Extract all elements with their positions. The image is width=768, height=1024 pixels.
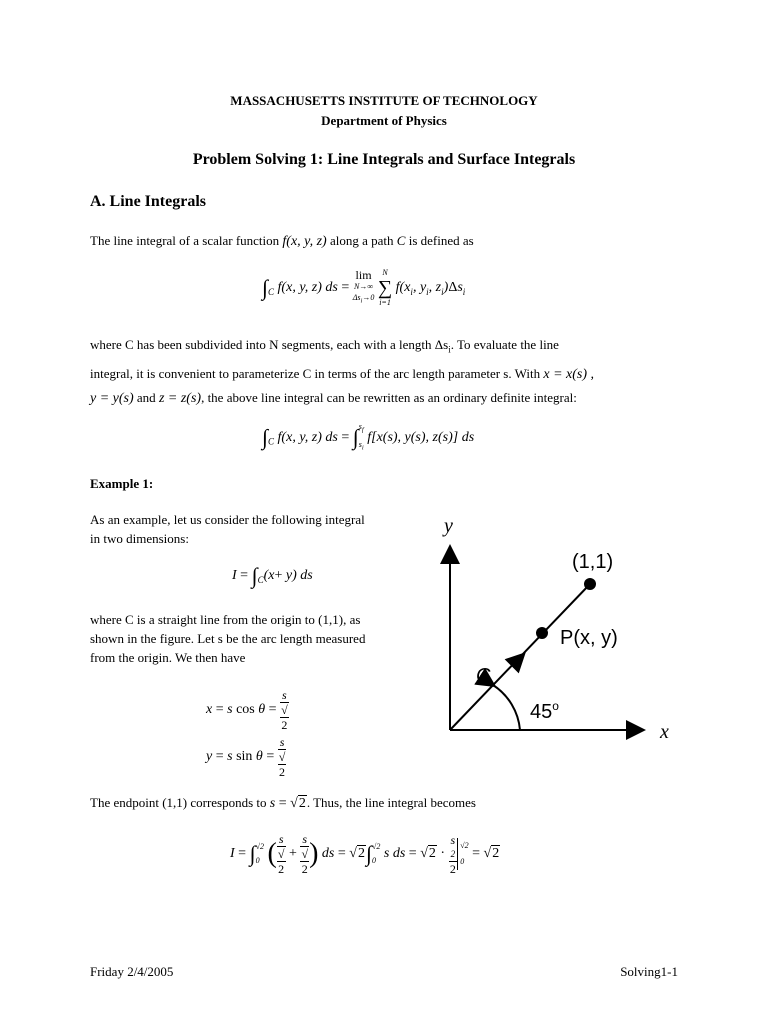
example-intro-line1: As an example, let us consider the following integral	[90, 512, 365, 527]
example-desc-line1: where C is a straight line from the origin to (1,1), as	[90, 612, 361, 627]
page-title: Problem Solving 1: Line Integrals and Surface Integrals	[192, 151, 576, 168]
y-axis-label: y	[444, 515, 453, 537]
footer-date: Friday 2/4/2005	[90, 964, 174, 979]
para2-line1-end: . To evaluate the line	[450, 337, 559, 352]
y-param-eq: y = y(s)	[90, 390, 134, 406]
endpoint-text-a: The endpoint (1,1) corresponds to	[90, 795, 267, 810]
para2-line1-sub: i	[448, 344, 451, 355]
x-axis-label: x	[660, 721, 669, 743]
scalar-function: f(x, y, z)	[282, 234, 327, 249]
para2-line2: integral, it is convenient to parameterize C in terms of the arc length parameter s. With	[90, 365, 541, 381]
footer-page: Solving1-1	[620, 964, 678, 979]
x-equation: x = s cos θ = s √ 2	[206, 688, 288, 732]
example-desc-line3: from the origin. We then have	[90, 650, 246, 665]
final-result-equation: I = ∫ √2 0 ( s √ 2 + s √ 2 ) ds = √2∫ √2 0 s ds = √2 · s 2 2 √2 0 = √2	[230, 832, 500, 876]
endpoint-marker	[584, 578, 596, 590]
intro-paragraph	[90, 231, 474, 251]
angle-arc	[493, 685, 520, 730]
endpoint-text-b: . Thus, the line integral becomes	[306, 795, 476, 810]
section-heading: A. Line Integrals	[90, 193, 206, 210]
y-equation: y = s sin θ = s √ 2	[206, 735, 286, 779]
endpoint-sentence: The endpoint (1,1) corresponds to s = √2. Thus, the line integral becomes	[90, 795, 476, 811]
angle-label	[530, 699, 559, 723]
example-heading: Example 1:	[90, 476, 154, 491]
parameterization-paragraph	[90, 335, 680, 408]
example-desc-line2: shown in the figure. Let s be the arc length measured	[90, 631, 366, 646]
definite-integral-equation: $\int_C$ f(x, y, z) ds = ∫ $s_f$ $s_i$ f[x(s), y(s), z(s)] ds	[262, 422, 475, 452]
x-param-eq: x = x(s) ,	[543, 366, 595, 382]
para2-line3-rest: , the above line integral can be rewritten as an ordinary definite integral:	[201, 389, 577, 405]
department-heading: Department of Physics	[321, 113, 447, 128]
path-direction-arrow	[512, 655, 523, 666]
endpoint-label: (1,1)	[572, 551, 614, 573]
angle-degree: o	[552, 699, 559, 713]
para2-and: and	[136, 389, 156, 405]
intro-text-c: is defined as	[408, 233, 474, 248]
path-c-label: C	[476, 665, 491, 687]
example-intro	[90, 510, 425, 548]
example-integral: $I = \int_C(x+ y)$ ds	[232, 563, 313, 588]
institution-heading: MASSACHUSETTS INSTITUTE OF TECHNOLOGY	[230, 93, 538, 108]
line-integral-definition: $\int_C$ f(x, y, z) ds = lim N→∞ $\Delta s_i\to 0$ N ∑ i=1 $f(x_i$, $y_i$, $z_i)\Delta s_i$	[262, 267, 466, 307]
intro-text-b: along a path	[329, 233, 394, 248]
path-variable: C	[396, 233, 406, 248]
para2-line1: where C has been subdivided into N segments, each with a length Δs	[90, 337, 449, 352]
example-description	[90, 610, 425, 667]
z-param-eq: z = z(s)	[158, 390, 202, 406]
point-p-marker	[536, 627, 548, 639]
point-p-label: P(x, y)	[560, 627, 618, 649]
example-intro-line2: in two dimensions:	[90, 531, 189, 546]
intro-text-a: The line integral of a scalar function	[90, 233, 280, 248]
angle-value: 45	[530, 701, 553, 723]
line-path-figure	[430, 510, 690, 750]
